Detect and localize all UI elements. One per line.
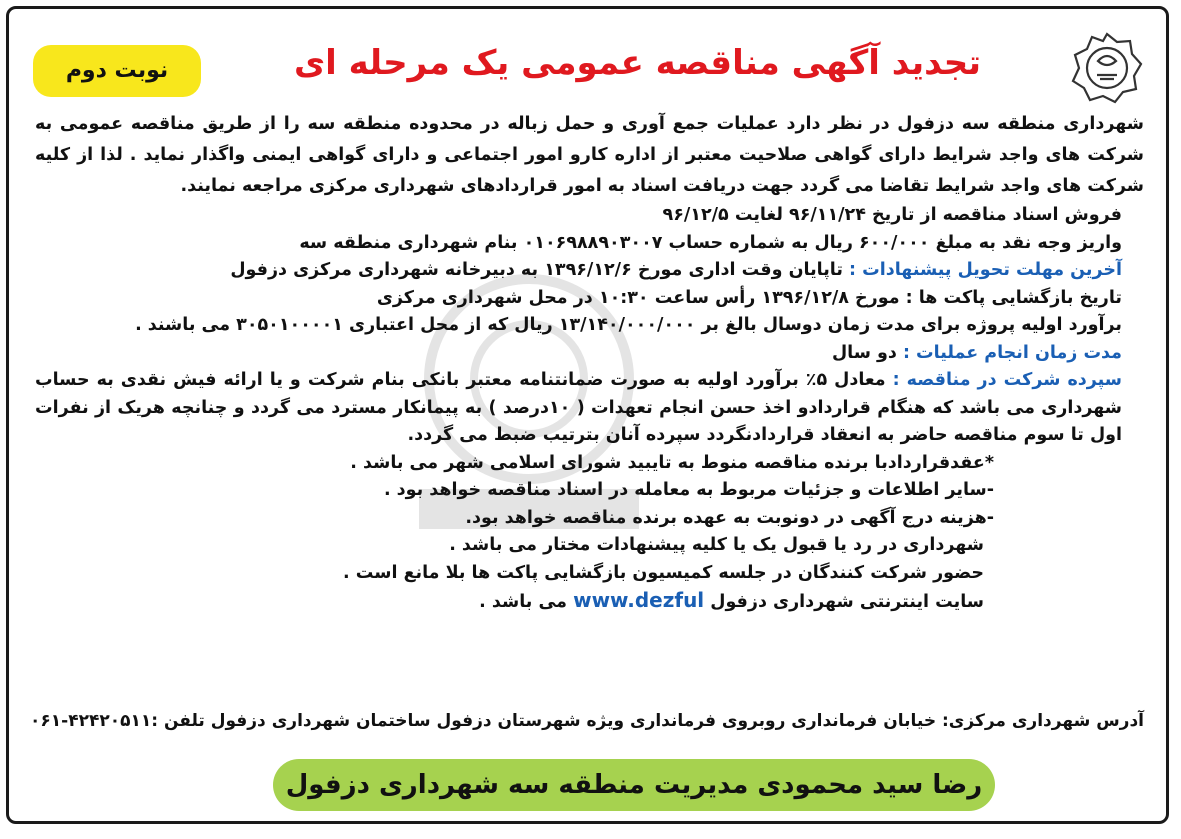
- page-title: تجدید آگهی مناقصه عمومی یک مرحله ای: [293, 43, 982, 83]
- website-line: [35, 587, 1144, 617]
- round-badge: نوبت دوم: [33, 45, 201, 97]
- note-ad-cost: -هزینه درج آگهی در دونوبت به عهده برنده مناقصه خواهد بود.: [465, 507, 994, 528]
- estimate-line: برآورد اولیه پروژه برای مدت زمان دوسال بالغ بر ۱۳/۱۴۰/۰۰۰/۰۰۰ ریال که از محل اعتباری ۳۰۵۰۱۰۰۰۰۱ می باشند .: [135, 315, 1122, 335]
- note-accept-reject: شهرداری در رد یا قبول یک یا کلیه پیشنهادات مختار می باشد .: [449, 535, 984, 555]
- note-details: -سایر اطلاعات و جزئیات مربوط به معامله در اسناد مناقصه خواهد بود .: [383, 480, 994, 500]
- bond-paragraph: [35, 367, 1144, 450]
- deadline-line: [35, 257, 1144, 285]
- sale-dates: فروش اسناد مناقصه از تاریخ ۹۶/۱۱/۲۴ لغایت ۹۶/۱۲/۵: [662, 205, 1122, 225]
- deadline-text: تاپایان وقت اداری مورخ ۱۳۹۶/۱۲/۶ به دبیرخانه شهرداری مرکزی دزفول: [230, 260, 850, 280]
- header: [9, 25, 1166, 107]
- duration-label: مدت زمان انجام عملیات :: [902, 342, 1122, 363]
- bond-label: سپرده شرکت در مناقصه :: [892, 370, 1122, 390]
- website-suffix: می باشد .: [479, 592, 574, 612]
- deposit-line: واریز وجه نقد به مبلغ ۶۰۰/۰۰۰ ریال به شماره حساب ۰۱۰۶۹۸۸۹۰۳۰۰۷ بنام شهرداری منطقه سه: [299, 232, 1122, 253]
- duration-line: [35, 340, 1144, 368]
- note-attendance: حضور شرکت کنندگان در جلسه کمیسیون بازگشایی پاکت ها بلا مانع است .: [343, 562, 984, 583]
- duration-text: دو سال: [831, 342, 903, 363]
- note-council: *عقدقراردادبا برنده مناقصه منوط به تایبید شورای اسلامی شهر می باشد .: [350, 452, 994, 473]
- intro-paragraph: شهرداری منطقه سه دزفول در نظر دارد عملیات جمع آوری و حمل زباله در محدوده منطقه سه را از طریق مناقصه عمومی به شرکت های واجد شرایط دارای گواهی صلاحیت معتبر از اداره کارو امور اجتماعی و دارای گواهی ایمنی واگذار نماید . لذا از کلیه شرکت های واجد شرایط تقاضا می گردد جهت دریافت اسناد به امور قراردادهای شهرداری مرکزی مراجعه نمایند.: [35, 114, 1144, 196]
- deadline-label: آخرین مهلت تحویل پیشنهادات :: [849, 260, 1122, 280]
- address-line: آدرس شهرداری مرکزی: خیابان فرمانداری روبروی فرمانداری ویژه شهرستان دزفول ساختمان شهرداری دزفول تلفن :۴۲۴۲۰۵۱۱-۰۶۱: [30, 711, 1144, 731]
- website-prefix: سایت اینترنتی شهرداری دزفول: [704, 592, 984, 612]
- opening-line: تاریخ بازگشایی پاکت ها : مورخ ۱۳۹۶/۱۲/۸ رأس ساعت ۱۰:۳۰ در محل شهرداری مرکزی: [376, 287, 1122, 308]
- notice-frame: [6, 6, 1169, 824]
- notice-body: [35, 109, 1144, 617]
- signature-banner: رضا سید محمودی مدیریت منطقه سه شهرداری دزفول: [273, 759, 995, 811]
- website-link[interactable]: www.dezful: [573, 588, 705, 612]
- municipality-logo-icon: [1070, 31, 1144, 105]
- bond-text: معادل ۵٪ برآورد اولیه به صورت ضمانتنامه معتبر بانکی بنام شرکت و یا ارائه فیش نقدی به حساب شهرداری می باشد که هنگام قراردادو اخذ حسن انجام تعهدات ( ۱۰درصد ) به پیمانکار مسترد می گردد و چنانچه هریک از نفرات اول تا سوم مناقصه حاضر به انعقاد قراردادنگردد سپرده آنان بترتیب ضبط می گردد.: [35, 370, 1122, 445]
